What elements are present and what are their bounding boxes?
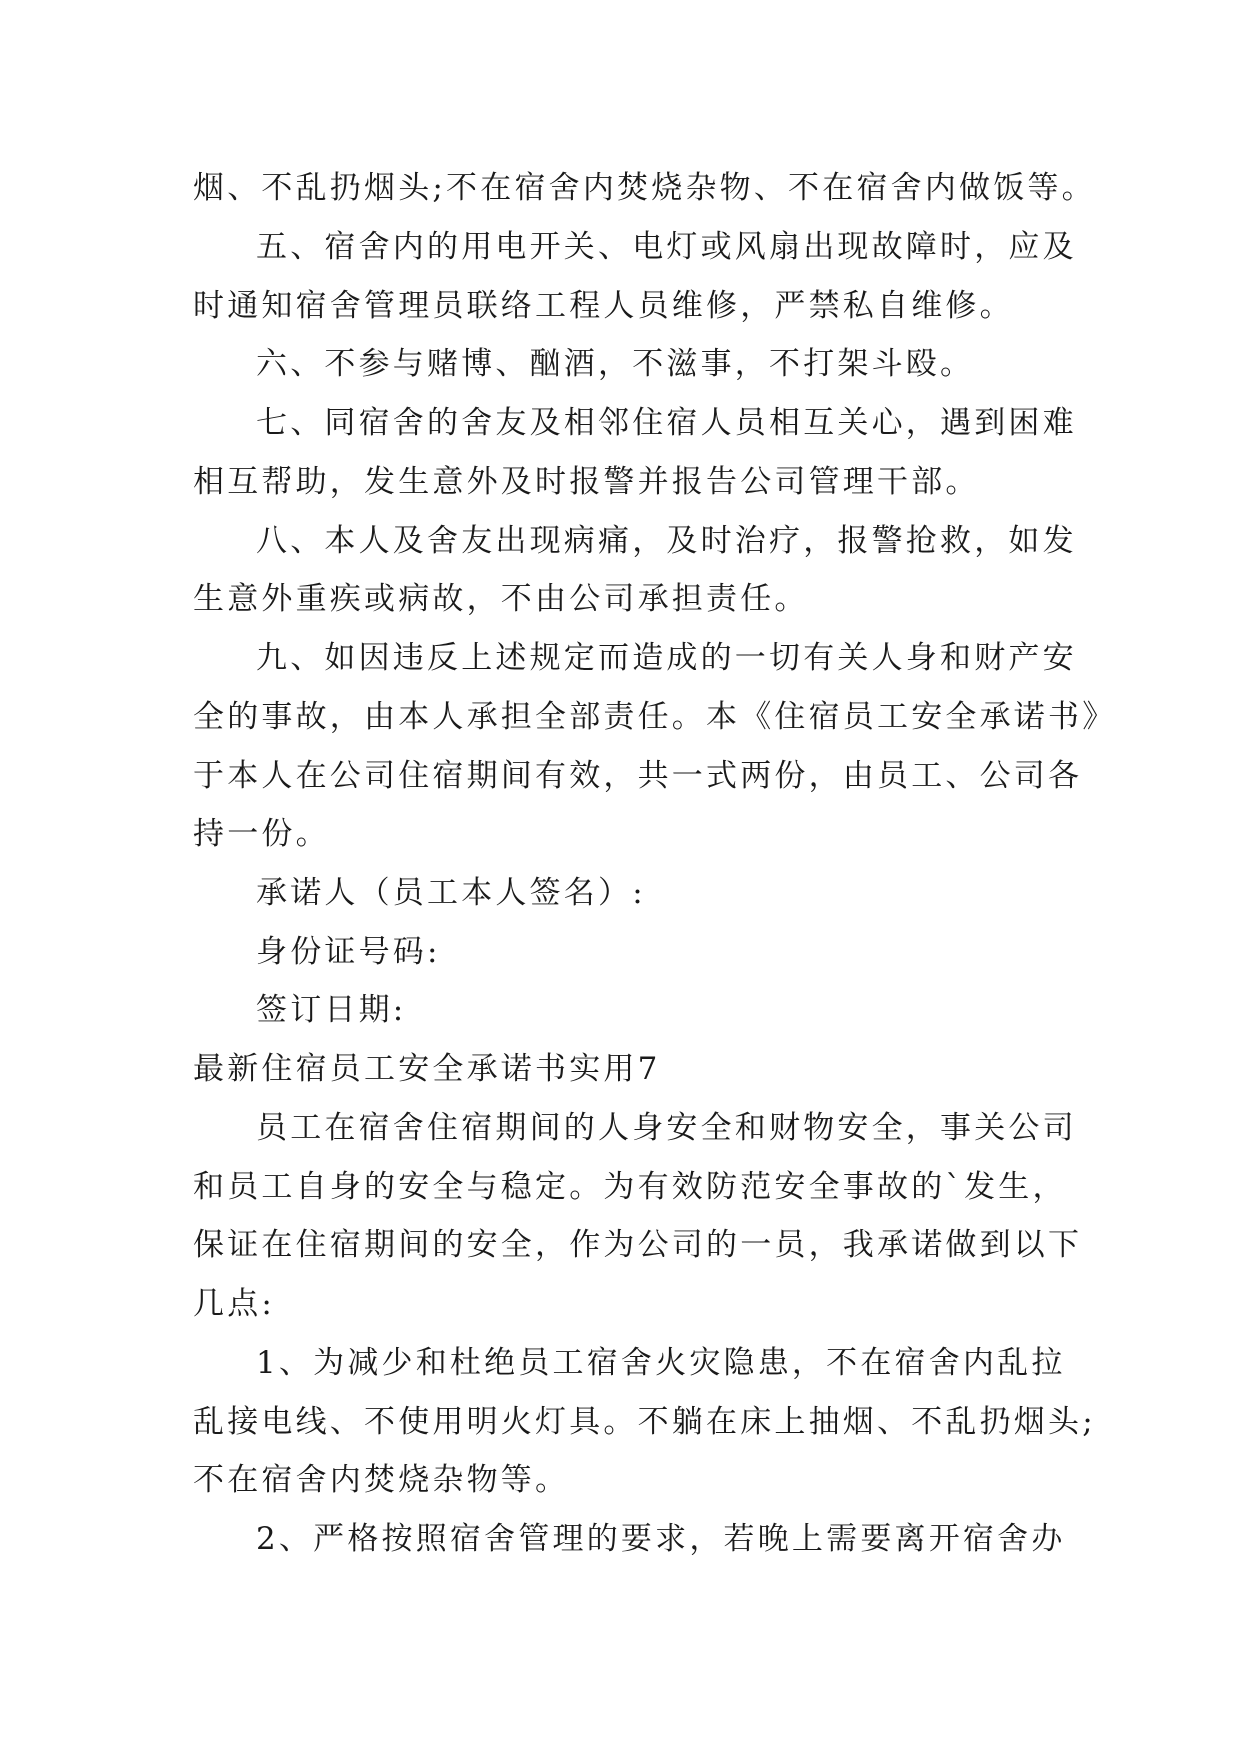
text-line: 五、宿舍内的用电开关、电灯或风扇出现故障时，应及 [256,229,1077,265]
section-title: 最新住宿员工安全承诺书实用7 [193,1051,661,1087]
text-line: 烟、不乱扔烟头;不在宿舍内焚烧杂物、不在宿舍内做饭等。 [193,170,1096,206]
signature-label: 承诺人（员工本人签名）: [256,875,646,911]
text-line: 全的事故，由本人承担全部责任。本《住宿员工安全承诺书》 [193,699,1117,735]
text-line: 九、如因违反上述规定而造成的一切有关人身和财产安 [256,640,1077,676]
text-line: 七、同宿舍的舍友及相邻住宿人员相互关心，遇到困难 [256,405,1077,441]
text-line: 生意外重疾或病故，不由公司承担责任。 [193,581,809,617]
text-line: 几点: [193,1286,276,1322]
text-line: 不在宿舍内焚烧杂物等。 [193,1462,570,1498]
text-line: 相互帮助，发生意外及时报警并报告公司管理干部。 [193,464,980,500]
id-number-label: 身份证号码: [256,934,441,970]
text-line: 和员工自身的安全与稳定。为有效防范安全事故的`发生， [193,1169,1067,1205]
date-label: 签订日期: [256,992,407,1028]
text-line: 1、为减少和杜绝员工宿舍火灾隐患，不在宿舍内乱拉 [256,1345,1066,1381]
text-line: 六、不参与赌博、酗酒，不滋事，不打架斗殴。 [256,346,975,382]
text-line: 于本人在公司住宿期间有效，共一式两份，由员工、公司各 [193,758,1083,794]
text-line: 2、严格按照宿舍管理的要求，若晚上需要离开宿舍办 [256,1521,1066,1557]
text-line: 八、本人及舍友出现病痛，及时治疗，报警抢救，如发 [256,523,1077,559]
text-line: 乱接电线、不使用明火灯具。不躺在床上抽烟、不乱扔烟头; [193,1404,1096,1440]
text-line: 时通知宿舍管理员联络工程人员维修，严禁私自维修。 [193,288,1014,324]
text-line: 保证在住宿期间的安全，作为公司的一员，我承诺做到以下 [193,1227,1083,1263]
text-line: 员工在宿舍住宿期间的人身安全和财物安全，事关公司 [256,1110,1077,1146]
text-line: 持一份。 [193,816,330,852]
